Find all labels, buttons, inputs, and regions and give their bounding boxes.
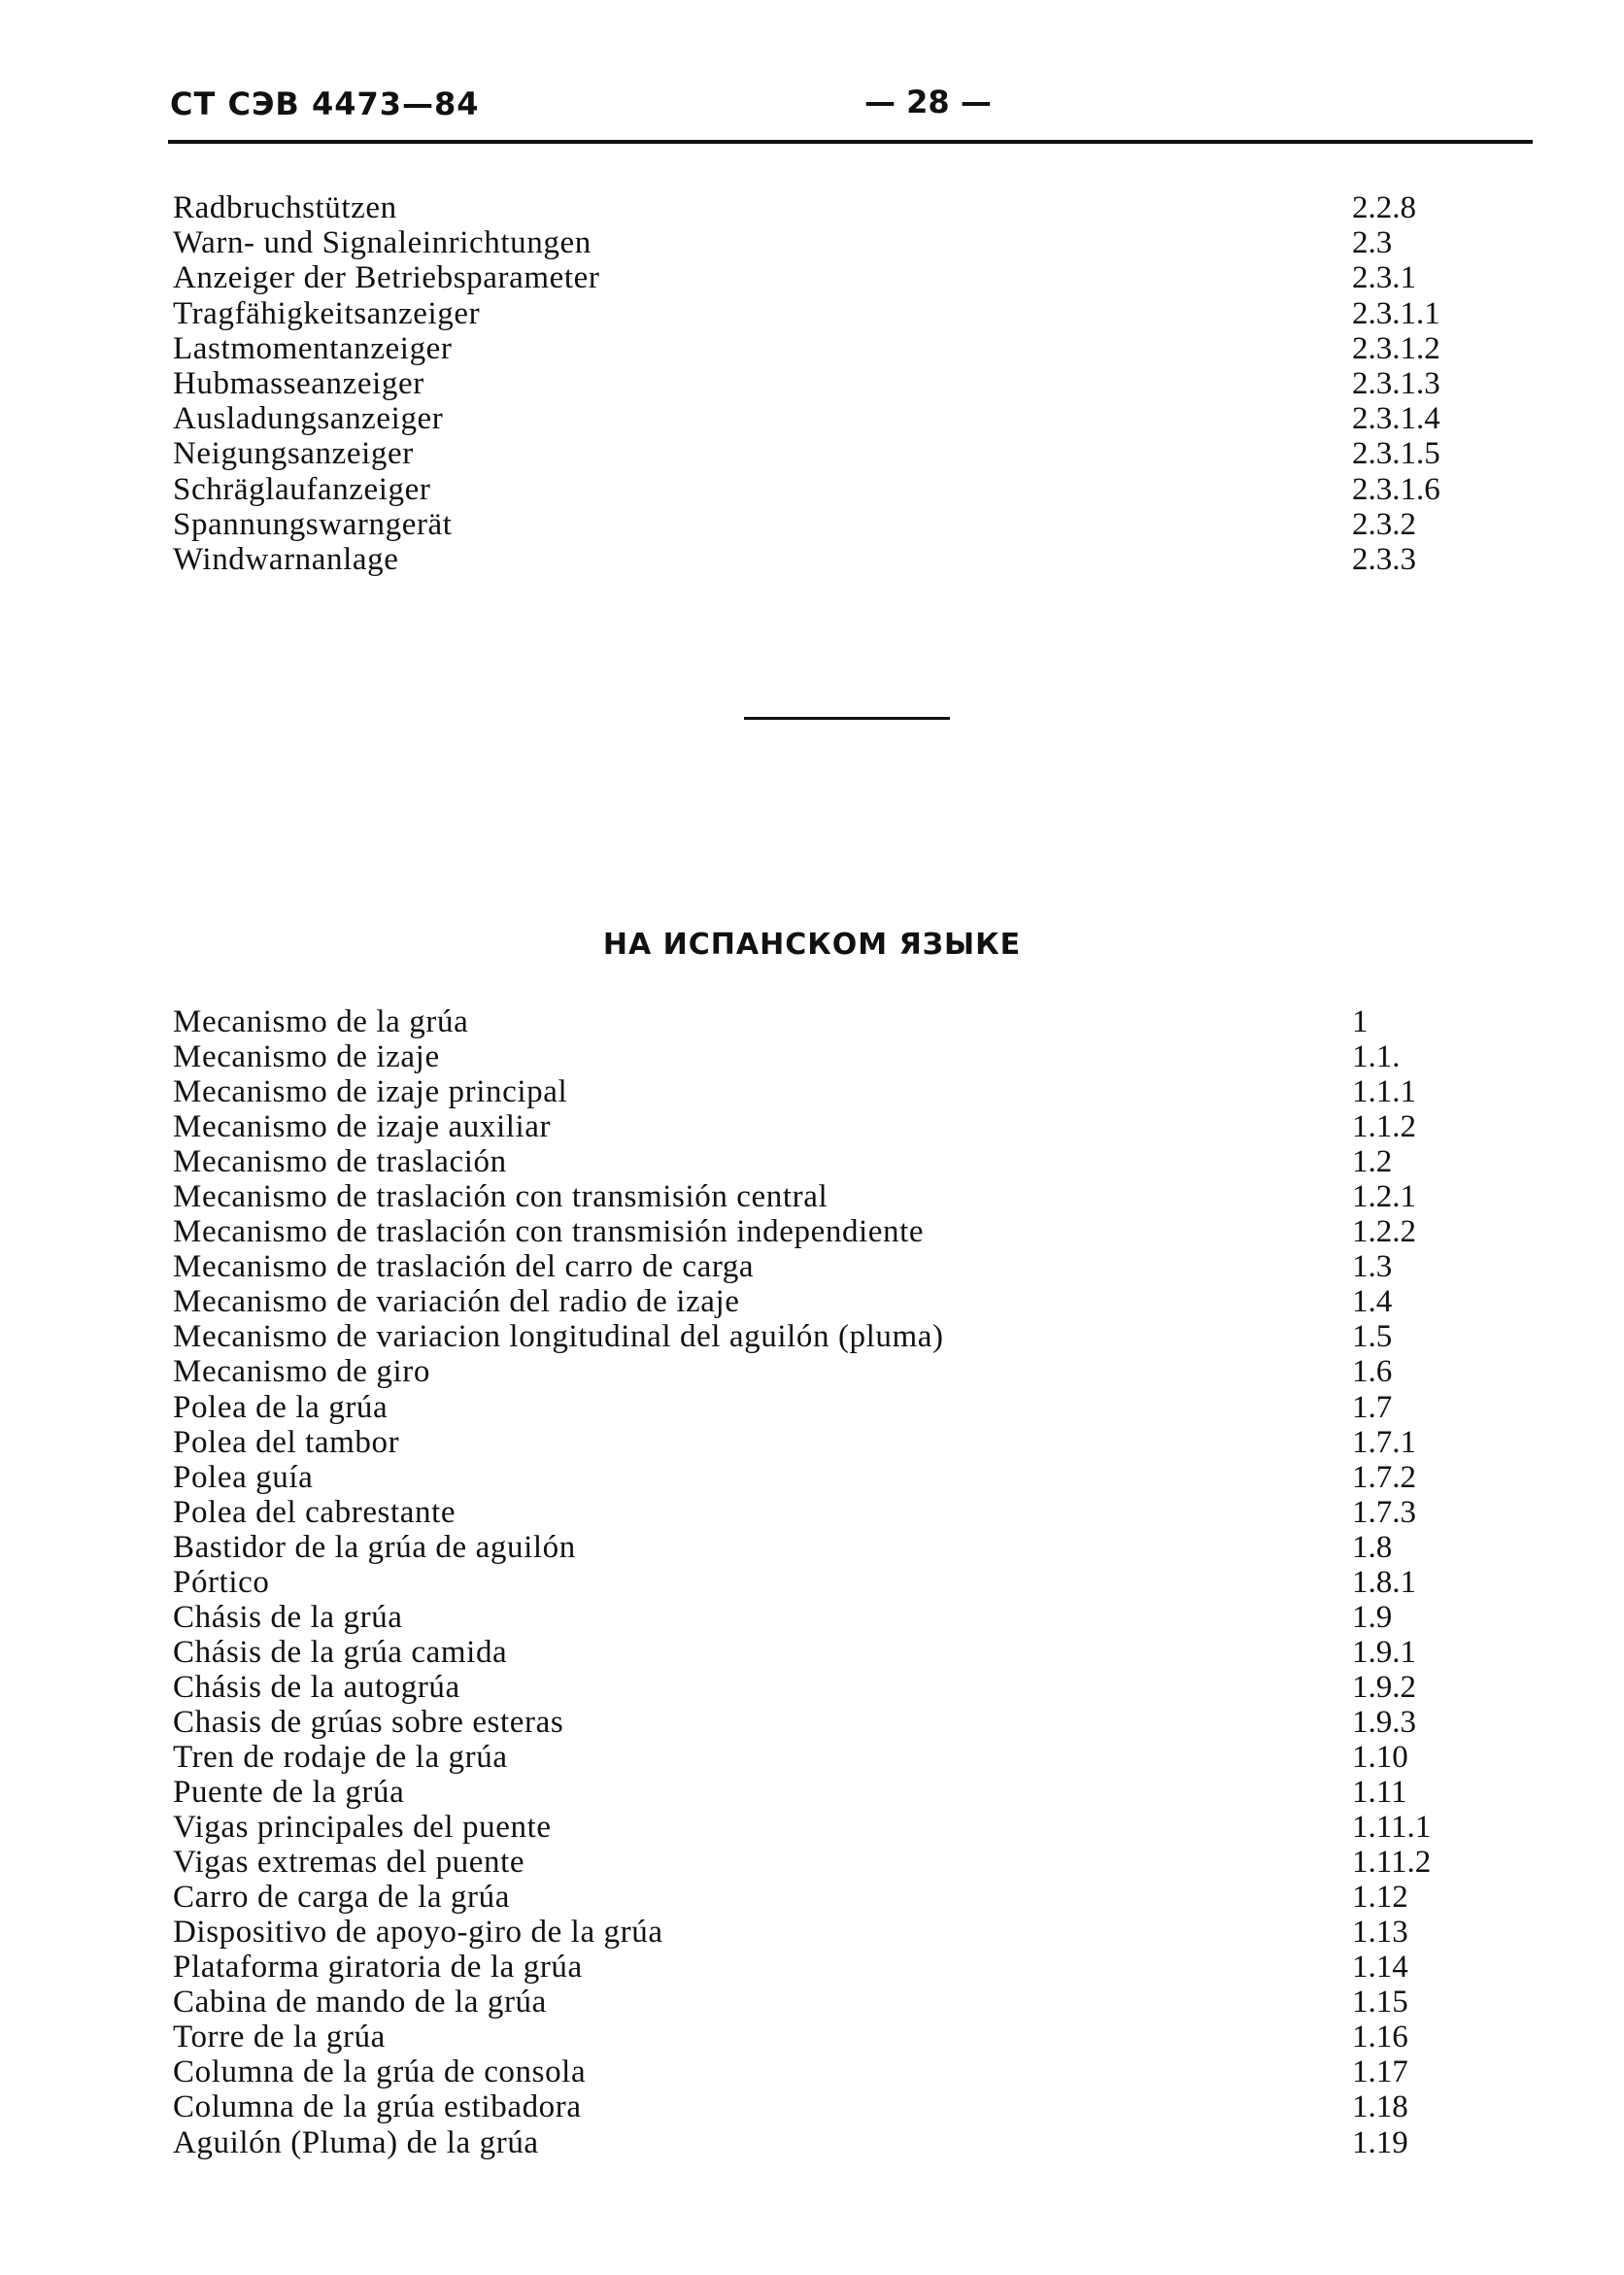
section-heading: НА ИСПАНСКОМ ЯЗЫКЕ: [602, 928, 1022, 962]
term-text: Mecanismo de izaje auxiliar: [173, 1109, 552, 1145]
term-row: [0, 436, 1624, 471]
term-row: [0, 1635, 1624, 1670]
term-number: 1.10: [1352, 1739, 1408, 1775]
term-number: 1.1.2: [1352, 1109, 1416, 1145]
term-number: 2.3.2: [1352, 506, 1416, 542]
term-number: 1.2.1: [1352, 1179, 1416, 1215]
term-text: Anzeiger der Betriebsparameter: [173, 260, 600, 296]
term-text: Spannungswarngerät: [173, 506, 453, 542]
term-text: Tragfähigkeitsanzeiger: [173, 295, 481, 331]
term-number: 1.4: [1352, 1284, 1393, 1320]
term-number: 1.16: [1352, 2020, 1408, 2055]
term-row: [0, 1880, 1624, 1915]
term-text: Polea del tambor: [173, 1424, 400, 1460]
term-row: [0, 1390, 1624, 1425]
term-number: 1.7.2: [1352, 1459, 1416, 1495]
term-row: [0, 1425, 1624, 1460]
term-row: [0, 1319, 1624, 1354]
term-number: 2.3.1: [1352, 260, 1416, 296]
term-text: Chásis de la grúa camida: [173, 1634, 508, 1670]
term-text: Torre de la grúa: [173, 2020, 386, 2055]
term-number: 1.9.2: [1352, 1669, 1416, 1705]
term-text: Puente de la grúa: [173, 1775, 405, 1811]
term-row: [0, 2089, 1624, 2124]
term-row: [0, 1530, 1624, 1565]
page-number: — 28 —: [864, 84, 992, 120]
term-number: 1.7: [1352, 1389, 1393, 1425]
term-number: 1.18: [1352, 2089, 1408, 2125]
term-text: Plataforma giratoria de la grúa: [173, 1950, 583, 1986]
term-row: [0, 1214, 1624, 1249]
term-row: [0, 1039, 1624, 1074]
term-number: 2.3.1.4: [1352, 401, 1440, 437]
term-number: 1.12: [1352, 1880, 1408, 1916]
term-row: [0, 1284, 1624, 1319]
term-number: 1.1.: [1352, 1039, 1401, 1075]
term-number: 1.7.3: [1352, 1494, 1416, 1530]
term-row: [0, 190, 1624, 225]
term-text: Mecanismo de traslación del carro de carga: [173, 1249, 755, 1285]
section-separator: [744, 717, 950, 720]
term-row: [0, 401, 1624, 436]
term-text: Chásis de la autogrúa: [173, 1669, 460, 1705]
term-row: [0, 507, 1624, 542]
term-text: Pórtico: [173, 1564, 270, 1600]
term-row: [0, 1600, 1624, 1635]
term-row: [0, 1179, 1624, 1214]
term-text: Mecanismo de traslación: [173, 1144, 507, 1180]
term-number: 1.5: [1352, 1319, 1393, 1355]
term-row: [0, 296, 1624, 331]
german-term-list: [0, 190, 1624, 577]
document-code: СТ СЭВ 4473—84: [170, 85, 480, 122]
term-number: 2.2.8: [1352, 190, 1416, 225]
term-number: 1.9: [1352, 1599, 1393, 1635]
term-text: Mecanismo de variacion longitudinal del aguilón (pluma): [173, 1319, 944, 1355]
term-number: 1.8.1: [1352, 1564, 1416, 1600]
term-row: [0, 331, 1624, 366]
term-text: Mecanismo de izaje: [173, 1039, 440, 1075]
term-number: 1.11: [1352, 1775, 1407, 1811]
term-row: [0, 472, 1624, 507]
term-text: Schräglaufanzeiger: [173, 471, 431, 507]
term-text: Lastmomentanzeiger: [173, 330, 453, 366]
term-number: 1: [1352, 1004, 1369, 1039]
term-number: 2.3.1.1: [1352, 295, 1440, 331]
term-row: [0, 1985, 1624, 2020]
term-row: [0, 1705, 1624, 1740]
term-number: 1.17: [1352, 2054, 1408, 2090]
term-number: 1.14: [1352, 1950, 1408, 1986]
term-number: 1.15: [1352, 1985, 1408, 2020]
term-text: Neigungsanzeiger: [173, 436, 414, 472]
term-text: Columna de la grúa estibadora: [173, 2089, 582, 2125]
term-number: 1.3: [1352, 1249, 1393, 1285]
term-text: Polea guía: [173, 1459, 314, 1495]
term-text: Mecanismo de izaje principal: [173, 1074, 568, 1110]
term-text: Mecanismo de variación del radio de izaje: [173, 1284, 740, 1320]
term-text: Windwarnanlage: [173, 541, 399, 577]
term-number: 2.3.1.5: [1352, 436, 1440, 472]
term-text: Vigas extremas del puente: [173, 1845, 525, 1881]
term-text: Carro de carga de la grúa: [173, 1880, 510, 1916]
term-row: [0, 1004, 1624, 1039]
term-text: Columna de la grúa de consola: [173, 2054, 587, 2090]
term-number: 2.3.3: [1352, 541, 1416, 577]
term-row: [0, 1950, 1624, 1985]
term-text: Polea de la grúa: [173, 1389, 389, 1425]
term-text: Mecanismo de giro: [173, 1354, 430, 1390]
term-number: 1.9.3: [1352, 1704, 1416, 1740]
header-rule: [168, 140, 1533, 144]
term-text: Tren de rodaje de la grúa: [173, 1739, 508, 1775]
term-number: 1.8: [1352, 1529, 1393, 1565]
term-number: 1.9.1: [1352, 1634, 1416, 1670]
term-number: 2.3.1.6: [1352, 471, 1440, 507]
term-row: [0, 1845, 1624, 1880]
term-text: Chásis de la grúa: [173, 1599, 403, 1635]
term-row: [0, 1670, 1624, 1705]
term-number: 1.2.2: [1352, 1214, 1416, 1250]
term-row: [0, 1460, 1624, 1495]
term-number: 1.11.2: [1352, 1845, 1432, 1881]
term-number: 1.1.1: [1352, 1074, 1416, 1110]
term-text: Hubmasseanzeiger: [173, 365, 424, 401]
term-row: [0, 1495, 1624, 1530]
term-number: 2.3: [1352, 225, 1393, 261]
term-text: Radbruchstützen: [173, 190, 397, 225]
term-text: Aguilón (Pluma) de la grúa: [173, 2124, 539, 2160]
term-number: 2.3.1.3: [1352, 365, 1440, 401]
term-row: [0, 1109, 1624, 1144]
term-text: Cabina de mando de la grúa: [173, 1985, 547, 2020]
term-row: [0, 1074, 1624, 1109]
term-row: [0, 1354, 1624, 1389]
term-text: Warn- und Signaleinrichtungen: [173, 225, 592, 261]
term-text: Polea del cabrestante: [173, 1494, 457, 1530]
spanish-term-list: [0, 1004, 1624, 2160]
term-number: 1.13: [1352, 1915, 1408, 1951]
page-header: [0, 0, 1624, 155]
term-row: [0, 366, 1624, 401]
term-text: Mecanismo de la grúa: [173, 1004, 469, 1039]
term-row: [0, 260, 1624, 295]
term-number: 1.19: [1352, 2124, 1408, 2160]
term-row: [0, 1565, 1624, 1600]
term-row: [0, 225, 1624, 260]
term-row: [0, 1144, 1624, 1179]
term-number: 1.11.1: [1352, 1810, 1432, 1846]
term-row: [0, 1810, 1624, 1845]
term-row: [0, 1740, 1624, 1775]
term-row: [0, 1775, 1624, 1810]
term-number: 1.6: [1352, 1354, 1393, 1390]
term-text: Vigas principales del puente: [173, 1810, 552, 1846]
term-row: [0, 2020, 1624, 2054]
term-row: [0, 2054, 1624, 2089]
term-text: Mecanismo de traslación con transmisión central: [173, 1179, 829, 1215]
term-text: Dispositivo de apoyo-giro de la grúa: [173, 1915, 663, 1951]
term-number: 1.7.1: [1352, 1424, 1416, 1460]
term-row: [0, 542, 1624, 577]
term-text: Mecanismo de traslación con transmisión independiente: [173, 1214, 925, 1250]
term-text: Ausladungsanzeiger: [173, 401, 444, 437]
term-number: 2.3.1.2: [1352, 330, 1440, 366]
term-text: Chasis de grúas sobre esteras: [173, 1704, 564, 1740]
term-row: [0, 2125, 1624, 2160]
term-row: [0, 1915, 1624, 1950]
term-row: [0, 1249, 1624, 1284]
term-text: Bastidor de la grúa de aguilón: [173, 1529, 576, 1565]
term-number: 1.2: [1352, 1144, 1393, 1180]
